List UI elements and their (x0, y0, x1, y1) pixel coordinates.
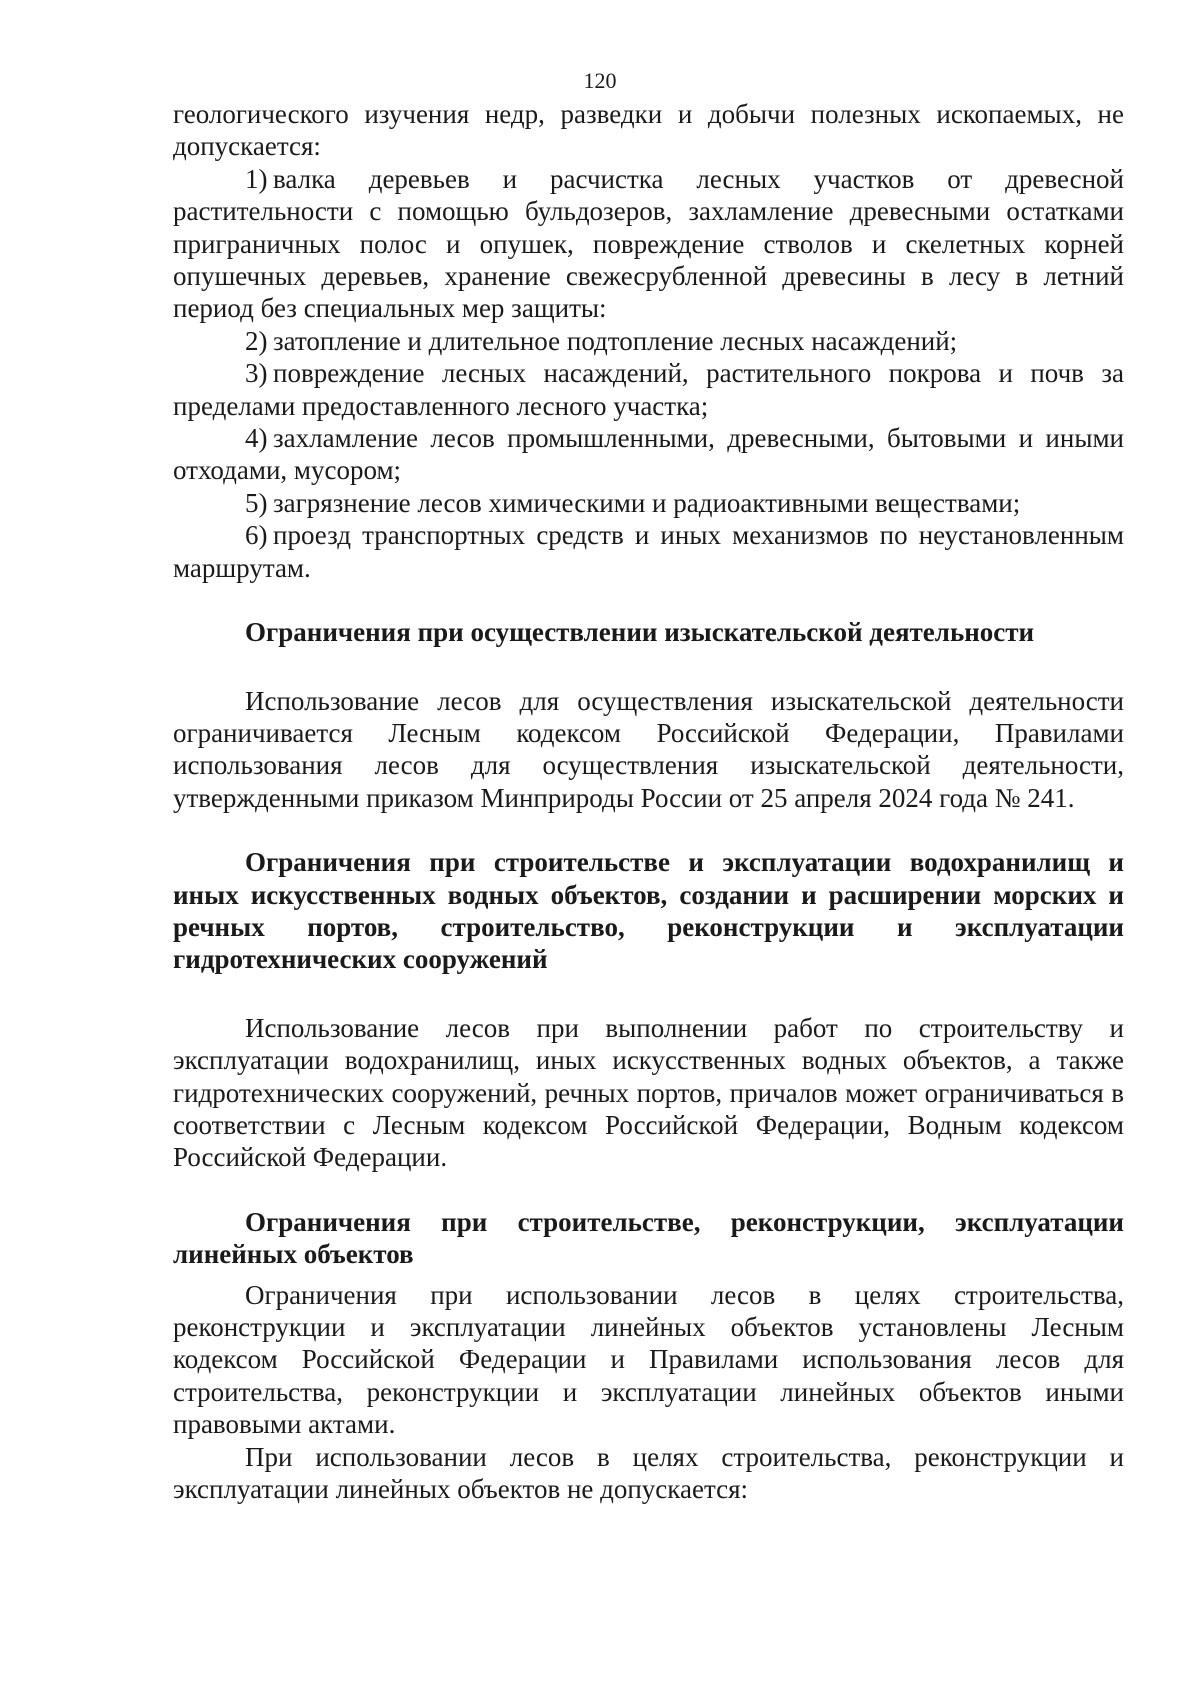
list-item-number: 5) (245, 487, 268, 518)
list-item-number: 2) (245, 325, 268, 356)
list-item (173, 487, 1124, 519)
list-item-text: захламление лесов промышленными, древесными, бытовыми и иными отходами, мусором; (173, 423, 1124, 486)
list-item (173, 422, 1124, 487)
list-item (173, 163, 1124, 325)
list-item-number: 3) (245, 358, 268, 389)
list-item (173, 357, 1124, 422)
section-heading-reservoirs: Ограничения при строительстве и эксплуатации водохранилищ и иных искусственных водных объектов, создании и расширении морских и речных портов, строительство, реконструкции и эксплуатации гидротехнических сооружений (173, 847, 1124, 975)
section-paragraph-survey: Использование лесов для осуществления изыскательской деятельности ограничивается Лесным кодексом Российской Федерации, Правилами использования лесов для осуществления изыскательской деятельности, утвержденными приказом Минприроды России от 25 апреля 2024 года № 241. (173, 685, 1124, 813)
document-body (173, 98, 1124, 1505)
list-item-text: загрязнение лесов химическими и радиоактивными веществами; (273, 487, 1021, 518)
list-item (173, 325, 1124, 357)
page-number: 120 (583, 68, 617, 93)
list-item-text: проезд транспортных средств и иных механизмов по неустановленным маршрутам. (173, 520, 1124, 583)
list-item-text: повреждение лесных насаждений, растительного покрова и почв за пределами предоставленного лесного участка; (173, 358, 1124, 421)
list-item-text: валка деревьев и расчистка лесных участков от древесной растительности с помощью бульдозеров, захламление древесными остатками приграничных полос и опушек, повреждение стволов и скелетных корней опушечных деревьев, хранение свежесрубленной древесины в лесу в летний период без специальных мер защиты: (173, 163, 1124, 324)
list-item-number: 6) (245, 520, 268, 551)
section-paragraph-linear-objects-2: При использовании лесов в целях строительства, реконструкции и эксплуатации линейных объектов не допускается: (173, 1441, 1124, 1505)
section-heading-survey: Ограничения при осуществлении изыскательской деятельности (245, 617, 1035, 648)
list-item-number: 1) (245, 163, 268, 194)
section-paragraph-reservoirs: Использование лесов при выполнении работ по строительству и эксплуатации водохранилищ, иных искусственных водных объектов, а также гидротехнических сооружений, речных портов, причалов может ограничиваться в соответствии с Лесным кодексом Российской Федерации, Водным кодексом Российской Федерации. (173, 1012, 1124, 1173)
list-item-number: 4) (245, 423, 268, 454)
list-item-text: затопление и длительное подтопление лесных насаждений; (273, 325, 958, 356)
intro-paragraph: геологического изучения недр, разведки и добычи полезных ископаемых, не допускается: (173, 99, 1124, 162)
list-item (173, 519, 1124, 584)
restriction-list (173, 163, 1124, 584)
section-paragraph-linear-objects: Ограничения при использовании лесов в целях строительства, реконструкции и эксплуатации линейных объектов установлены Лесным кодексом Российской Федерации и Правилами использования лесов для строительства, реконструкции и эксплуатации линейных объектов иными правовыми актами. (173, 1279, 1124, 1440)
section-heading-linear-objects: Ограничения при строительстве, реконструкции, эксплуатации линейных объектов (173, 1206, 1124, 1270)
